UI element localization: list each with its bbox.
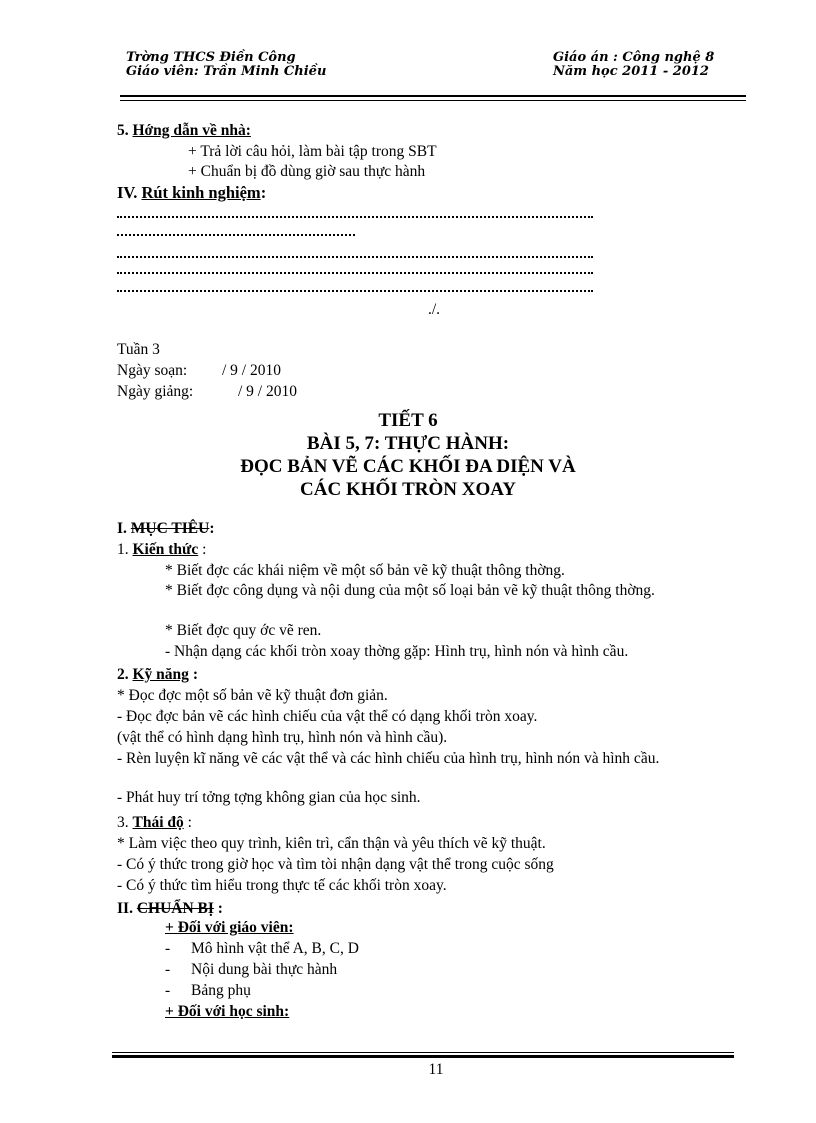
skills-number: 2. (117, 666, 129, 683)
attitude-heading (117, 813, 192, 833)
teacher-prep-title: + Đối với giáo viên: (165, 919, 294, 936)
skills-heading (117, 665, 198, 685)
preparation-colon: : (213, 900, 223, 917)
skills-item-5: - Phát huy trí tởng tợng không gian của học sinh. (117, 789, 421, 806)
experience-heading (117, 183, 266, 203)
lesson-title-3: CÁC KHỐI TRÒN XOAY (300, 479, 516, 500)
lesson-title-1: BÀI 5, 7: THỰC HÀNH: (306, 433, 510, 454)
preparation-number: II. (117, 900, 133, 917)
lesson-title-2: ĐỌC BẢN VẼ CÁC KHỐI ĐA DIỆN VÀ (240, 456, 576, 477)
dash-bullet: - (165, 982, 171, 999)
prep-date: / 9 / 2010 (222, 362, 281, 379)
end-mark: ./. (428, 301, 441, 318)
skills-title: Kỹ năng (132, 666, 189, 683)
week-label: Tuần 3 (117, 341, 160, 358)
teacher-prep-item-text: Bảng phụ (191, 982, 251, 999)
skills-colon: : (188, 666, 198, 683)
teacher-prep-item-3 (165, 981, 251, 1001)
attitude-colon: : (183, 814, 192, 831)
header-year: Năm học 2011 - 2012 (553, 64, 709, 79)
skills-item-1: * Đọc đợc một số bản vẽ kỹ thuật đơn giản. (117, 687, 388, 704)
header-subject: Giáo án : Công nghệ 8 (553, 50, 715, 65)
teacher-prep-item-text: Nội dung bài thực hành (191, 961, 338, 978)
objectives-number: I. (117, 520, 127, 537)
teach-date: / 9 / 2010 (238, 383, 297, 400)
header-school: Trờng THCS Điền Công (126, 50, 296, 65)
knowledge-heading (117, 540, 206, 560)
skills-item-2: - Đọc đợc bản vẽ các hình chiếu của vật thể có dạng khối tròn xoay. (117, 708, 538, 725)
knowledge-item-1: * Biết đợc các khái niệm về một số bản vẽ kỹ thuật thông thờng. (165, 562, 565, 579)
teacher-prep-item-text: Mô hình vật thể A, B, C, D (191, 940, 359, 957)
dash-bullet: - (165, 940, 171, 957)
skills-item-4: - Rèn luyện kĩ năng vẽ các vật thể và các hình chiếu của hình trụ, hình nón và hình cầu. (117, 750, 660, 767)
knowledge-number: 1. (117, 541, 129, 558)
attitude-title: Thái độ (132, 814, 184, 831)
lesson-number: TIẾT 6 (378, 410, 438, 431)
objectives-heading (117, 519, 214, 539)
header-rule-thin (120, 100, 746, 101)
skills-item-3: (vật thể có hình dạng hình trụ, hình nón và hình cầu). (117, 729, 448, 746)
attitude-item-3: - Có ý thức tìm hiểu trong thực tế các khối tròn xoay. (117, 877, 447, 894)
footer-rule-thin (112, 1052, 734, 1053)
attitude-item-2: - Có ý thức trong giờ học và tìm tòi nhận dạng vật thể trong cuộc sống (117, 856, 554, 873)
header-teacher: Giáo viên: Trần Minh Chiều (126, 64, 327, 79)
homework-item-2: + Chuẩn bị đồ dùng giờ sau thực hành (188, 163, 426, 180)
homework-number: 5. (117, 122, 129, 139)
objectives-title: MỤC TIÊU (130, 520, 210, 537)
experience-colon: : (260, 183, 267, 202)
attitude-item-1: * Làm việc theo quy trình, kiên trì, cẩn thận và yêu thích vẽ kỹ thuật. (117, 835, 546, 852)
dotted-line (117, 256, 593, 258)
preparation-title: CHUẨN BỊ (136, 900, 214, 917)
knowledge-colon: : (198, 541, 207, 558)
knowledge-item-2: * Biết đợc công dụng và nội dung của một số loại bản vẽ kỹ thuật thông thờng. (165, 582, 655, 599)
teacher-prep-item-1 (165, 939, 359, 959)
preparation-heading (117, 899, 223, 919)
experience-title: Rút kinh nghiệm (141, 183, 261, 202)
student-prep-heading (165, 1002, 289, 1022)
objectives-colon: : (209, 520, 215, 537)
teach-label: Ngày giảng: (117, 383, 194, 400)
knowledge-item-3: * Biết đợc quy ớc vẽ ren. (165, 622, 322, 639)
teacher-prep-heading (165, 918, 294, 938)
homework-item-1: + Trả lời câu hỏi, làm bài tập trong SBT (188, 143, 437, 160)
homework-title: Hớng dẫn về nhà: (132, 122, 251, 139)
dotted-line (117, 234, 355, 236)
homework-heading (117, 121, 251, 141)
page-number: 11 (428, 1061, 444, 1078)
dash-bullet: - (165, 961, 171, 978)
footer-rule-thick (112, 1055, 734, 1058)
knowledge-title: Kiến thức (132, 541, 199, 558)
header-rule-thick (120, 95, 746, 97)
dotted-line (117, 272, 593, 274)
attitude-number: 3. (117, 814, 129, 831)
experience-number: IV. (117, 183, 138, 202)
dotted-line (117, 290, 593, 292)
knowledge-item-4: - Nhận dạng các khối tròn xoay thờng gặp: Hình trụ, hình nón và hình cầu. (165, 643, 629, 660)
dotted-line (117, 216, 593, 218)
prep-label: Ngày soạn: (117, 362, 188, 379)
student-prep-title: + Đối với học sinh: (165, 1003, 290, 1020)
teacher-prep-item-2 (165, 960, 337, 980)
